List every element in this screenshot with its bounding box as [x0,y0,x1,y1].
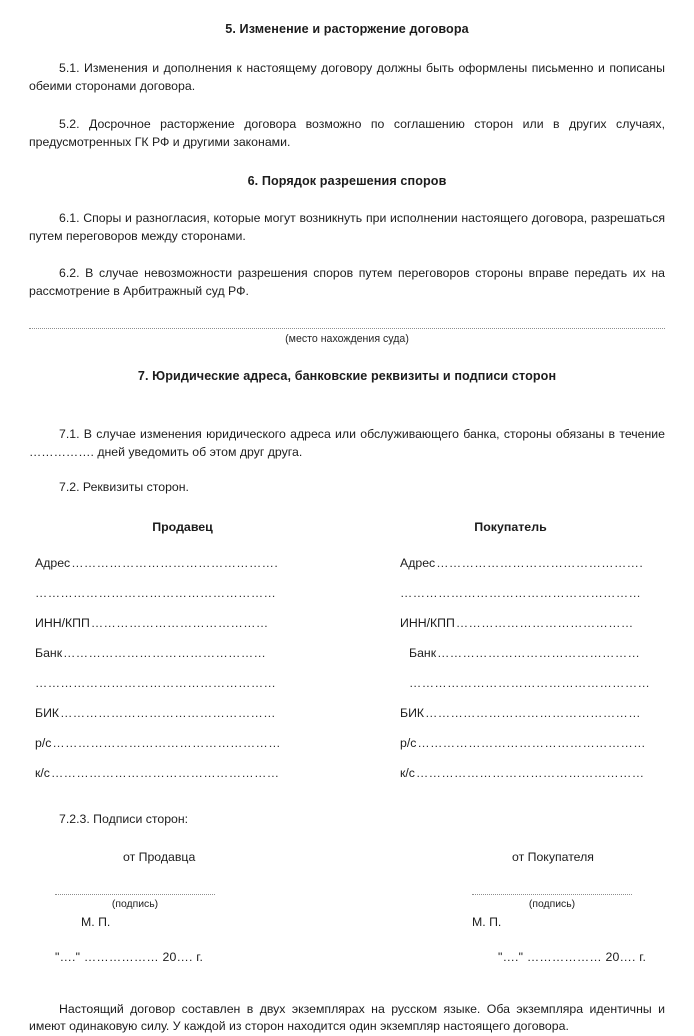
spacer [29,38,665,60]
requisite-fill-line[interactable]: ………………………………………………… [400,586,642,601]
requisite-fill-line[interactable]: ………………………………………………… [409,676,651,691]
court-place-caption: (место нахождения суда) [285,333,409,346]
buyer-requisites-column [376,555,665,795]
spacer [29,245,665,265]
spacer [29,190,665,210]
requisite-row [400,555,665,585]
clause-6-1: 6.1. Споры и разногласия, которые могут возникнуть при исполнении настоящего договора, разрешаться путем переговоров между сторонами. [29,210,665,243]
requisite-row [35,585,376,615]
requisite-label: Адрес [400,556,436,571]
requisite-fill-line[interactable]: ………………………………………………… [35,676,277,691]
spacer [29,301,665,327]
requisite-label: к/с [35,766,50,781]
spacer [29,386,665,426]
spacer [29,537,665,555]
spacer [29,829,665,849]
seller-date-line[interactable]: "…." ……………… 20…. г. [55,949,204,964]
requisite-label: БИК [35,706,60,721]
spacer [29,795,665,811]
seller-party-label: от Продавца [123,850,196,865]
court-place-block [29,327,665,347]
requisite-label: ИНН/КПП [400,616,455,631]
requisite-row [35,705,376,735]
spacer [29,152,665,172]
clause-5-2: 5.2. Досрочное расторжение договора возможно по соглашению сторон или в других случаях, предусмотренных ГК РФ и другими законами. [29,116,665,149]
requisite-label: р/с [35,736,52,751]
clause-7-2: 7.2. Реквизиты сторон. [59,480,189,495]
requisite-label: Банк [35,646,63,661]
buyer-signature-caption: (подпись) [528,898,576,910]
seller-stamp-label: М. П. [81,914,111,929]
requisite-row [35,735,376,765]
section-7-heading: 7. Юридические адреса, банковские реквизиты и подписи сторон [137,369,557,384]
requisite-label: Адрес [35,556,71,571]
seller-column-title: Продавец [152,520,213,535]
spacer [29,347,665,367]
closing-paragraph: Настоящий договор составлен в двух экземплярах на русском языке. Оба экземпляра идентичны и имеют одинаковую силу. У каждой из сторон находится один экземпляр настоящего договора. [29,1001,665,1034]
requisite-fill-line[interactable]: …………………………………………. [436,556,644,571]
clause-6-2: 6.2. В случае невозможности разрешения споров путем переговоров стороны вправе передать их на рассмотрение в Арбитражный суд РФ. [29,266,665,299]
requisites-section [29,519,665,537]
clause-5-1: 5.1. Изменения и дополнения к настоящему договору должны быть оформлены письменно и пописаны обеими сторонами договора. [29,61,665,94]
requisites-columns [29,555,665,795]
requisite-row [400,585,665,615]
requisite-fill-line[interactable]: ……………………………………………… [415,766,645,781]
requisite-fill-line[interactable]: ……………………………………………… [417,736,646,751]
buyer-column-title: Покупатель [474,520,547,535]
clause-7-2-3: 7.2.3. Подписи сторон: [59,812,189,827]
requisite-fill-line[interactable]: …………………………………………. [71,556,279,571]
requisite-row [400,615,665,645]
requisite-fill-line[interactable]: …………………………………… [90,616,269,631]
requisite-fill-line[interactable]: ………………………………………………… [35,586,277,601]
requisite-row [35,765,376,795]
buyer-date-line[interactable]: "…." ……………… 20…. г. [498,949,647,964]
requisite-fill-line[interactable]: ……………………………………………… [52,736,281,751]
signatures-section [29,849,665,967]
requisite-label: р/с [400,736,417,751]
buyer-party-label: от Покупателя [512,850,594,865]
spacer [29,461,665,479]
seller-signature-caption: (подпись) [111,898,159,910]
requisite-fill-line[interactable]: ………………………………………… [437,646,641,661]
requisite-label: Банк [409,646,437,661]
court-place-fill-line[interactable] [29,327,665,329]
requisite-row [400,765,665,795]
requisite-row [400,645,665,675]
requisite-fill-line[interactable]: ……………………………………………… [50,766,280,781]
requisite-row [400,705,665,735]
spacer [29,8,665,20]
seller-requisites-column [29,555,376,795]
requisite-fill-line[interactable]: ………………………………………… [63,646,267,661]
requisite-label: БИК [400,706,425,721]
requisite-row [400,735,665,765]
requisite-label: к/с [400,766,415,781]
section-6-heading: 6. Порядок разрешения споров [247,173,447,188]
spacer [29,967,665,1001]
requisite-fill-line[interactable]: …………………………………………… [425,706,641,721]
requisite-row [35,555,376,585]
requisite-label: ИНН/КПП [35,616,90,631]
seller-signature-block [29,849,376,967]
spacer [29,96,665,116]
section-5-heading: 5. Изменение и расторжение договора [225,22,469,36]
requisite-fill-line[interactable]: …………………………………………… [60,706,276,721]
clause-7-1: 7.1. В случае изменения юридического адреса или обслуживающего банка, стороны обязаны в течение ……………. дней уведомить об этом друг друга. [29,426,665,459]
buyer-signature-block [376,849,665,967]
buyer-signature-line[interactable] [472,893,632,895]
requisite-row [35,615,376,645]
requisite-row [35,645,376,675]
requisite-fill-line[interactable]: …………………………………… [455,616,634,631]
buyer-stamp-label: М. П. [472,914,502,929]
seller-signature-line[interactable] [55,893,215,895]
spacer [29,497,665,519]
requisite-row [400,675,665,705]
requisite-row [35,675,376,705]
